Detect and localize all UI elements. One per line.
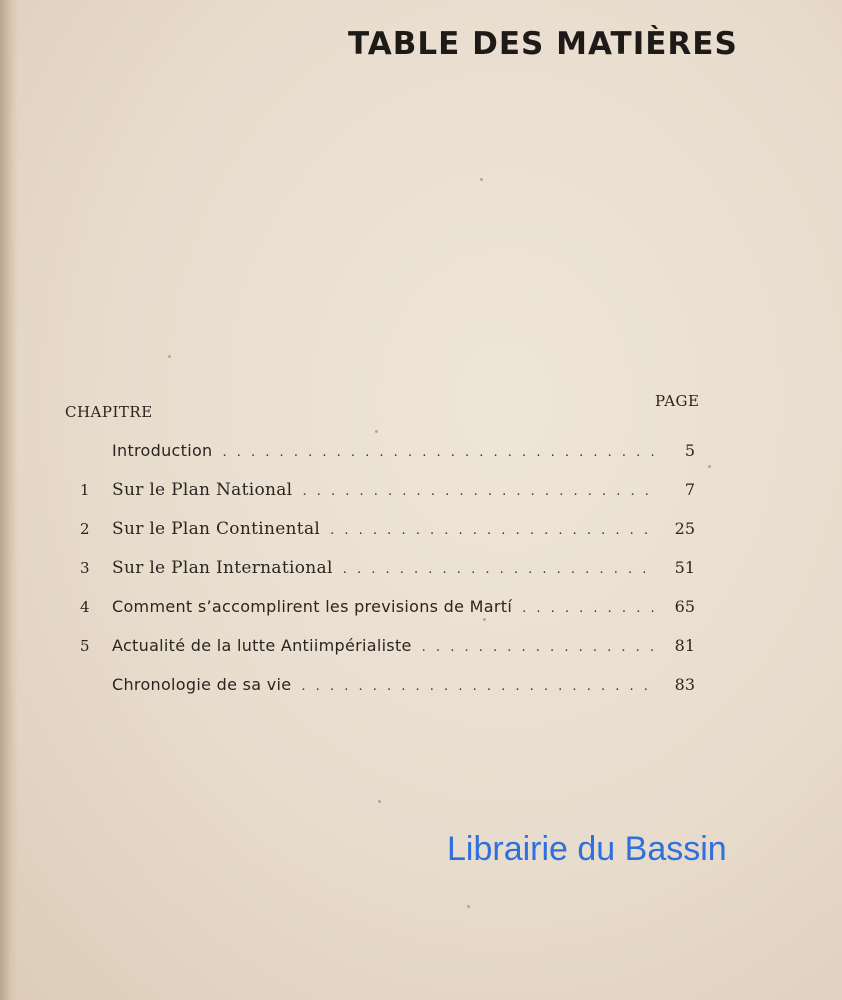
toc-leader-dots: [223, 445, 656, 460]
toc-row-chronologie: [80, 675, 695, 703]
toc-page-number: 51: [674, 558, 695, 577]
toc-row-introduction: [80, 441, 695, 469]
page-title: TABLE DES MATIÈRES: [348, 26, 738, 62]
toc-page-number: 5: [684, 441, 695, 460]
toc-leader-dots: [301, 679, 655, 694]
toc-page-number: 7: [684, 480, 695, 499]
toc-leader-dots: [330, 523, 655, 538]
toc-leader-dots: [422, 640, 655, 655]
toc-number: 4: [80, 598, 90, 616]
paper-speck: [467, 905, 470, 908]
toc-page-number: 83: [674, 675, 695, 694]
toc-page-number: 25: [674, 519, 695, 538]
toc-leader-dots: [302, 484, 655, 499]
toc-leader-dots: [343, 562, 655, 577]
toc-number: 2: [80, 520, 90, 538]
toc-row-chapter-1: [80, 480, 695, 508]
toc-title: Actualité de la lutte Antiimpérialiste: [112, 636, 412, 655]
toc-row-chapter-3: [80, 558, 695, 586]
toc-leader-dots: [522, 601, 655, 616]
toc-page-number: 81: [674, 636, 695, 655]
toc-title: Sur le Plan Continental: [112, 519, 321, 539]
toc-page-number: 65: [674, 597, 695, 616]
bookseller-watermark: Librairie du Bassin: [447, 830, 727, 868]
toc-number: 1: [80, 481, 90, 499]
paper-speck: [168, 355, 171, 358]
paper-speck: [480, 178, 483, 181]
toc-title: Sur le Plan International: [112, 558, 333, 578]
toc-row-chapter-4: [80, 597, 695, 625]
toc-title: Chronologie de sa vie: [112, 675, 292, 694]
paper-speck: [375, 430, 378, 433]
paper-speck: [378, 800, 381, 803]
toc-row-chapter-5: [80, 636, 695, 664]
toc-number: 3: [80, 559, 90, 577]
paper-speck: [483, 618, 486, 621]
chapter-column-header: CHAPITRE: [65, 403, 153, 421]
spine-shadow: [0, 0, 18, 1000]
toc-row-chapter-2: [80, 519, 695, 547]
page-column-header: PAGE: [655, 392, 700, 410]
toc-number: 5: [80, 637, 90, 655]
toc-title: Introduction: [112, 441, 213, 460]
toc-title: Sur le Plan National: [112, 480, 293, 500]
paper-speck: [708, 465, 711, 468]
toc-title: Comment s’accomplirent les previsions de Martí: [112, 597, 513, 616]
